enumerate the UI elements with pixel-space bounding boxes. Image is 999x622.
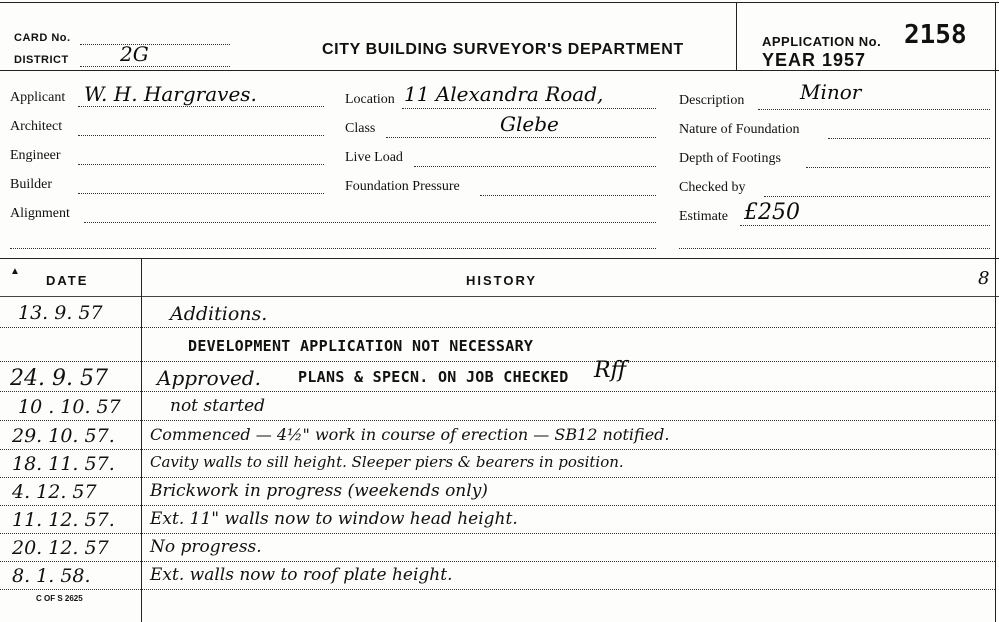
date-column-divider [141,258,142,622]
blank-line-1 [10,248,656,249]
builder-label: Builder [10,177,52,192]
card-no-label: CARD No. [14,32,71,44]
engineer-label: Engineer [10,148,61,163]
description-label: Description [679,93,745,108]
history-rule [0,327,995,328]
builder-line [78,193,324,194]
history-date: 18. 11. 57. [12,453,115,475]
history-rule [0,449,995,450]
history-stamp: DEVELOPMENT APPLICATION NOT NECESSARY [188,337,534,355]
application-no-value: 2158 [904,20,967,50]
history-date: 11. 12. 57. [12,509,115,531]
live-load-line [414,166,656,167]
blank-line-2 [679,248,990,249]
class-label: Class [345,121,376,136]
application-box-divider [736,2,737,70]
live-load-label: Live Load [345,150,403,165]
alignment-label: Alignment [10,206,70,221]
history-text: not started [170,396,266,416]
architect-label: Architect [10,119,63,134]
description-line [758,109,990,110]
engineer-line [78,164,324,165]
history-text: Additions. [170,303,268,325]
description-value: Minor [800,80,862,104]
history-header-divider [0,296,999,297]
depth-of-footings-label: Depth of Footings [679,151,781,166]
history-rule [0,505,995,506]
estimate-label: Estimate [679,209,728,224]
history-rule [0,477,995,478]
history-date: 29. 10. 57. [12,425,115,447]
history-rule [0,361,995,362]
architect-line [78,135,324,136]
alignment-line [84,222,656,223]
history-text: Ext. walls now to roof plate height. [150,565,453,585]
history-initials: Rff [594,358,627,383]
year-label: YEAR 1957 [762,50,867,70]
checked-by-line [764,196,990,197]
depth-of-footings-line [806,167,990,168]
date-triangle-icon: ▲ [10,266,21,277]
history-rule [0,561,995,562]
estimate-value: £250 [744,200,800,225]
estimate-line [740,225,990,226]
checked-by-label: Checked by [679,180,746,195]
class-value: Glebe [500,112,559,136]
department-title: CITY BUILDING SURVEYOR'S DEPARTMENT [322,41,684,58]
history-date: 20. 12. 57 [12,537,109,559]
class-line [386,137,656,138]
applicant-value: W. H. Hargraves. [84,82,257,106]
location-label: Location [345,92,395,107]
history-date: 10 . 10. 57 [18,396,121,418]
history-date: 4. 12. 57 [12,481,97,503]
history-text: Commenced — 4½" work in course of erection — SB12 notified. [150,425,670,444]
history-rule [0,589,995,590]
history-text: No progress. [150,537,262,557]
district-value: 2G [120,42,149,66]
history-rule [0,533,995,534]
history-rule [0,420,995,421]
page-marker: 8 [978,268,990,289]
district-label: DISTRICT [14,54,69,66]
history-text: Cavity walls to sill height. Sleeper piers & bearers in position. [150,453,624,471]
form-code: C OF S 2625 [36,594,83,603]
district-line [80,66,230,67]
application-no-label: APPLICATION No. [762,34,882,49]
history-text: Brickwork in progress (weekends only) [150,481,488,501]
details-divider [0,258,999,259]
history-date: 13. 9. 57 [18,302,103,324]
location-value: 11 Alexandra Road, [404,82,604,106]
card-no-line [80,44,230,45]
history-header: HISTORY [466,273,538,288]
history-text: Approved. [157,366,261,390]
nature-of-foundation-label: Nature of Foundation [679,122,800,137]
history-text: Ext. 11" walls now to window head height. [150,509,518,529]
date-header: DATE [46,273,89,288]
right-border [995,2,996,622]
applicant-line [78,106,324,107]
history-stamp: PLANS & SPECN. ON JOB CHECKED [298,368,569,386]
nature-of-foundation-line [828,138,990,139]
applicant-label: Applicant [10,90,66,105]
history-rule [0,391,995,392]
foundation-pressure-line [480,195,656,196]
top-border [0,2,999,3]
location-line [402,108,656,109]
history-date: 8. 1. 58. [12,565,91,587]
foundation-pressure-label: Foundation Pressure [345,179,460,194]
history-date: 24. 9. 57 [10,366,108,391]
